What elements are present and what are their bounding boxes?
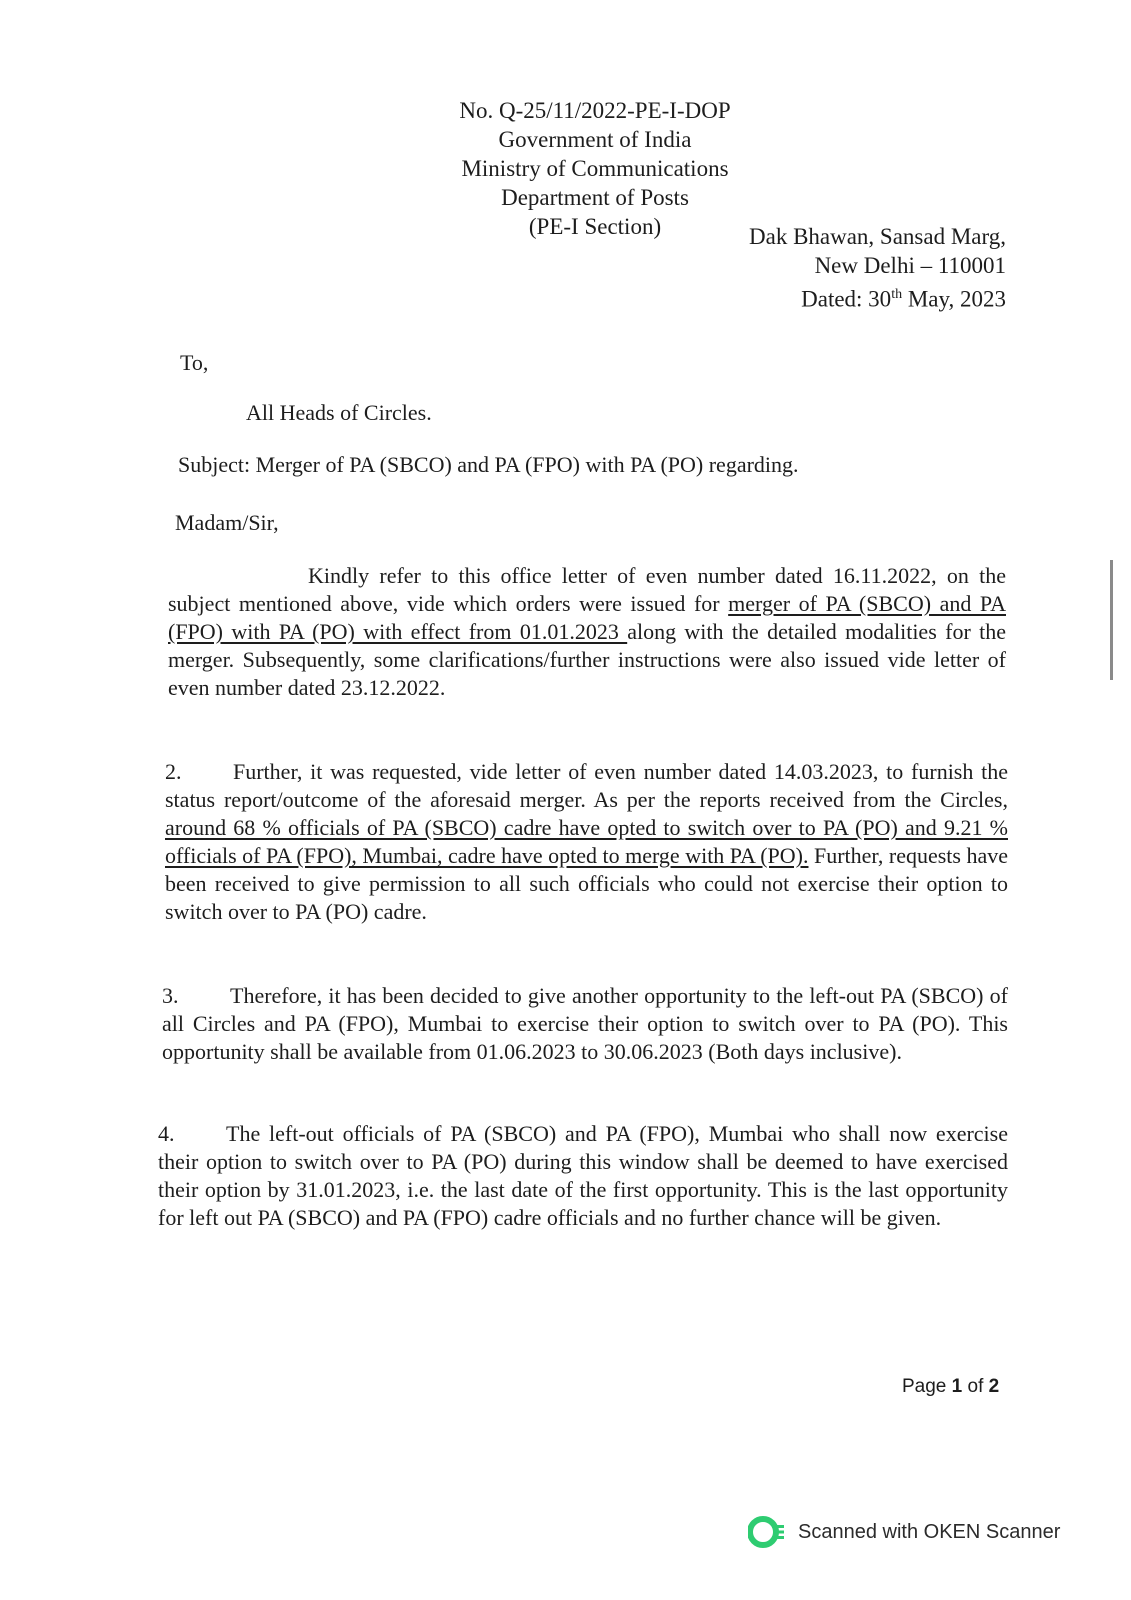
reference-number: No. Q-25/11/2022-PE-I-DOP xyxy=(459,98,731,123)
address-line-1: Dak Bhawan, Sansad Marg, xyxy=(749,224,1006,249)
header-government: Government of India xyxy=(498,127,692,152)
paragraph-2-number: 2. xyxy=(165,759,182,784)
header-section: (PE-I Section) xyxy=(528,214,662,239)
paragraph-4-text: The left-out officials of PA (SBCO) and PA (FPO), Mumbai who shall now exercise their option to switch over to PA (PO) during this window shall be deemed to have exercised their option by 31.01.2023, i.e. the last date of the first opportunity. This is the last opportunity for left out PA (SBCO) and PA (FPO) cadre officials and no further chance will be given. xyxy=(158,1121,1008,1230)
letter-date xyxy=(749,280,1006,314)
paragraph-3-text: Therefore, it has been decided to give another opportunity to the left-out PA (SBCO) of all Circles and PA (FPO), Mumbai to exercise their option to switch over to PA (PO). This opportunity shall be available from 01.06.2023 to 30.06.2023 (Both days inclusive). xyxy=(162,983,1008,1064)
paragraph-2-underlined: around 68 % officials of PA (SBCO) cadre have opted to switch over to PA (PO) and 9.21 % officials of PA (FPO), Mumbai, cadre have opted to merge with PA (PO). xyxy=(165,815,1008,868)
to-label: To, xyxy=(180,350,209,375)
paragraph-1 xyxy=(168,562,1006,702)
scanner-watermark xyxy=(748,1515,1060,1549)
page-number-current: 1 xyxy=(951,1376,963,1397)
page-number-middle: of xyxy=(962,1376,989,1397)
header-department: Department of Posts xyxy=(501,185,689,210)
scan-edge-shadow xyxy=(1110,560,1113,680)
paragraph-2-text-a: Further, it was requested, vide letter of even number dated 14.03.2023, to furnish the status report/outcome of the aforesaid merger. As per the reports received from the Circles, xyxy=(165,759,1008,812)
paragraph-2 xyxy=(165,758,1008,926)
subject-line: Subject: Merger of PA (SBCO) and PA (FPO) with PA (PO) regarding. xyxy=(178,452,799,477)
paragraph-1-underlined: merger of PA (SBCO) and PA (FPO) with PA (PO) with effect from 01.01.2023 xyxy=(168,591,1006,644)
page-number-total: 2 xyxy=(988,1376,1000,1397)
oken-scanner-logo-icon xyxy=(748,1515,786,1549)
header-ministry: Ministry of Communications xyxy=(461,156,729,181)
sender-address xyxy=(749,222,1006,314)
page-number xyxy=(902,1376,999,1398)
paragraph-2-text-b: Further, requests have been received to give permission to all such officials who could not exercise their option to switch over to PA (PO) cadre. xyxy=(165,843,1008,924)
page-number-prefix: Page xyxy=(902,1376,952,1397)
date-prefix: Dated: 30 xyxy=(801,286,892,312)
salutation: Madam/Sir, xyxy=(175,510,279,535)
recipient: All Heads of Circles. xyxy=(246,400,432,425)
paragraph-1-text-b: along with the detailed modalities for the merger. Subsequently, some clarifications/further instructions were also issued vide letter of even number dated 23.12.2022. xyxy=(168,619,1007,700)
address-line-2: New Delhi – 110001 xyxy=(814,253,1006,278)
date-superscript: th xyxy=(891,287,903,302)
paragraph-4 xyxy=(158,1120,1008,1232)
date-suffix: May, 2023 xyxy=(902,286,1006,312)
letter-header xyxy=(430,96,760,241)
paragraph-3 xyxy=(162,982,1008,1066)
paragraph-3-number: 3. xyxy=(162,983,179,1008)
paragraph-4-number: 4. xyxy=(158,1121,175,1146)
scanner-text: Scanned with OKEN Scanner xyxy=(798,1520,1061,1543)
paragraph-1-text-a: Kindly refer to this office letter of even number dated 16.11.2022, on the subject mentioned above, vide which orders were issued for xyxy=(168,563,1006,616)
